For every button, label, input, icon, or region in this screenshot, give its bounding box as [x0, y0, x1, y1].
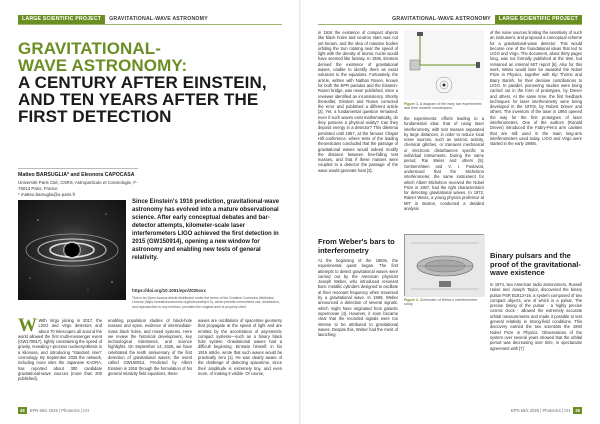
- abstract: Since Einstein's 1916 prediction, gravitational-wave astronomy has evolved into a mature observational science. After early conceptual debates and bar-detector attempts, kilometer-scale laser interferometers LIGO achieved the first detection in 2015 (GW150914), opening a new window for astronomy and enabling new tests of general relativity.: [132, 199, 280, 261]
- title-line-4: AND TEN YEARS AFTER THE: [18, 90, 259, 109]
- left-header: [18, 14, 212, 24]
- author-email: * matteo.barsuglia@u-paris.fr: [18, 192, 76, 197]
- title-line-2: WAVE ASTRONOMY:: [18, 56, 188, 75]
- doi-link[interactable]: https://doi.org/10.1051/epn/2025xxx: [132, 288, 206, 293]
- figure-2-caption-text: Schematic of Weiss's interferometer study.: [404, 298, 478, 307]
- section-heading-1: From Weber's bars to interferometry: [318, 237, 395, 255]
- body-text-2: enabling population studies of black-hole masses and spins, evidence of intermediate-mass black holes, and mixed systems. Here we review the historical development, key technological milestones, and science highlights. On September 14, 2025, we have celebrated the tenth anniversary of the first detection of gravitational waves; the event called GW150914. Predicted by Albert Einstein in 1916 through the formulation of his general relativity field equations, these: [108, 318, 192, 376]
- footer-text: EPN 56/x 2025 | Photonics | CH: [29, 408, 90, 414]
- body-text-2: the experiments: efforts leading to a fundamental idea: that of using laser interferometry, with test masses separated by large distances, in order to reduce local noise sources, such as seismic activity, chemical glitches, or transient mechanical or electronic disturbances specific to individual instruments. During the same period, Rai Weiss and others [5]. Gertsenshtein and V. I. Pustovoit, understood that the Michelson interferometer, the same instrument for which Albert Michelson received the Nobel Prize in 1907, had the right characteristics for detecting gravitational waves. In 1972, Rainer Weiss, a young physics professor at MIT in Boston, conducted a detailed analysis: [404, 116, 484, 212]
- affiliation: Université Paris Cité, CNRS, Astroparticule et Cosmologie, F-75013 Paris, France: [18, 180, 138, 191]
- figure-2-caption: [404, 298, 484, 307]
- body-column-3: [490, 30, 582, 248]
- body-text-3b: In 1974, two American radio astronomers, Russell Hulse and Joseph Taylor, discovered the binary pulsar PSR B1913+16, a system composed of two compact objects, one of which is a pulsar. The precise timing of the pulsar - a highly precise cosmic clock - allowed the extremely accurate orbital measurements and made it possible to test general relativity in strong-field conditions. This discovery earned the two scientists the 1993 Nobel Prize in Physics. Observations of the system over several years showed that the orbital period was decreasing over time, in spectacular agreement with [7]: [490, 282, 582, 351]
- page-number: 48: [20, 408, 25, 414]
- body-text-3: waves are oscillations of spacetime geometry that propagate at the speed of light and are emitted by the acceleration of asymmetric compact systems—such as a binary black hole system. Gravitational waves had a difficult beginning. Einstein himself, in his 1916 article, wrote that such waves would be practically zero [1]. He was clearly aware of the challenge of detecting spacetime, since their amplitude is extremely tiny, and even more, of making it visible. Of course,: [198, 318, 282, 376]
- body-column-2: [404, 116, 484, 222]
- body-column-1: [18, 318, 102, 410]
- figure-1-caption: [404, 102, 484, 111]
- header-tag: LARGE SCIENTIFIC PROJECT: [495, 15, 582, 24]
- body-text-3: of the noise sources limiting the sensitivity of such an instrument, and proposed a conceptual scheme for a gravitational-wave detector. This would become one of the foundational ideas that led to LIGO and Virgo. The document, about thirty pages long, was not formally published at the time, but remained an internal MIT report [6]. Also for this work, Weiss would later be awarded the Nobel Prize in Physics, together with Kip Thorne and Barry Barish, for their decisive contributions to LIGO. In parallel, pioneering studies were being carried out in the form of prototypes, by Drever and others. At the same time, the first feedback techniques for laser interferometry were being developed in the 1970s, by Robert Drever and others. The inventors of the laser in 1960 opened the way for the first prototypes of laser interferometers. One of the authors (Ronald Drever) introduced the Fabry-Perot arm cavities that are still used in the main long-arm interferometers used today. LIGO and Virgo were started in the early 1990s.: [490, 30, 582, 147]
- header-section: GRAVITATIONAL-WAVE ASTRONOMY: [392, 16, 491, 22]
- header-section: GRAVITATIONAL-WAVE ASTRONOMY: [109, 16, 208, 22]
- title-line-1: GRAVITATIONAL-: [18, 39, 162, 58]
- left-footer: [18, 407, 89, 414]
- body-column-1b: [318, 258, 398, 408]
- page-number: 49: [575, 408, 580, 414]
- license-note: This is an Open Access article distributed under the terms of the Creative Commons Attribution License (https://creativecommons.org/licenses/by/4.0), which permits unrestricted use, distribution, and reproduction in any medium, provided the original work is properly cited.: [132, 296, 280, 309]
- body-text-1: With Virgo joining in 2017, the LIGO and Virgo detectors and about 70 telescopes all around the world allowed the first multi-messenger event (GW170817), tightly constraining the speed of gravity, revealing r-process nucleosynthesis in a kilonova, and introducing "standard siren" cosmology. By September 2025 the network, including more sites the Japanese KAGRA, has reported about 300 candidate gravitational-wave sources (more than 200 published),: [18, 318, 102, 382]
- right-header: [388, 14, 582, 24]
- body-column-3: [198, 318, 282, 410]
- footer-text: EPN 56/x 2025 | Photonics | CH: [510, 408, 571, 414]
- authors: Matteo BARSUGLIA* and Eleonora CAPOCASA: [18, 172, 135, 178]
- black-hole-illustration: [18, 200, 126, 300]
- section-heading-2: Binary pulsars and the proof of the gravitational-wave existence: [490, 251, 581, 277]
- body-column-1: [318, 30, 398, 232]
- body-column-2: [108, 318, 192, 410]
- header-tag: LARGE SCIENTIFIC PROJECT: [18, 15, 105, 24]
- drop-cap: W: [18, 318, 37, 336]
- right-page: [300, 0, 600, 424]
- body-text-1b: At the beginning of the 1960s, the experimental quest began. The first attempts to detect gravitational waves were carried out by the American physicist Joseph Weber, who introduced resonant bars: metallic cylinders designed to oscillate at their resonant frequency when traversed by a gravitational wave. In 1969, Weber announced a detection of several signals, which might have originated from galactic supernovae [4]. However, it soon became clear that the recorded signals were too intense to be attributed to gravitational waves. Despite this, Weber had the merit of launching: [318, 258, 398, 338]
- figure-1-diagram: [404, 30, 484, 100]
- figure-1-label: Figure 1.: [404, 102, 419, 106]
- title-divider: [18, 168, 138, 169]
- article-title: [18, 40, 278, 125]
- body-text-1: in 1916 the existence of compact objects like black holes and neutron stars was not yet known, and the idea of massive bodies orbiting the Sun rotating near the speed of light with the density of atomic nuclei would have seemed like fantasy. In 1936, Einstein derived the existence of gravitational waves, unable to identify them as exact solutions to the equations. Fortunately, the article, written with Nathan Rosen, known for both the EPR paradox and the Einstein-Rosen bridge, was never published, since a reviewer identified an inconsistency. Shortly thereafter, Einstein and Rosen corrected the error and published a different article [2]. Yet, a fundamental question remained: even if such waves exist mathematically, do they possess a physical reality? Can they deposit energy in a detector? This dilemma persisted until 1957, at the famous Chapel Hill conference, where tests of the leading theoreticians concluded that the passage of gravitational waves would indeed modify the distance between free-falling test masses, and that if these masses were coupled to a detector the passage of the wave would generate heat [3].: [318, 30, 398, 173]
- figure-2-label: Figure 2.: [404, 298, 419, 302]
- figure-1-caption-text: A diagram of the early bar experiments and their modern counterparts.: [404, 102, 482, 111]
- header-divider: [318, 24, 582, 25]
- header-divider: [18, 24, 282, 25]
- body-column-3b: [490, 282, 582, 408]
- title-line-3: A CENTURY AFTER EINSTEIN,: [18, 73, 267, 92]
- figure-2-image: [404, 234, 484, 296]
- title-line-5: FIRST DETECTION: [18, 107, 172, 126]
- right-footer: [511, 407, 582, 414]
